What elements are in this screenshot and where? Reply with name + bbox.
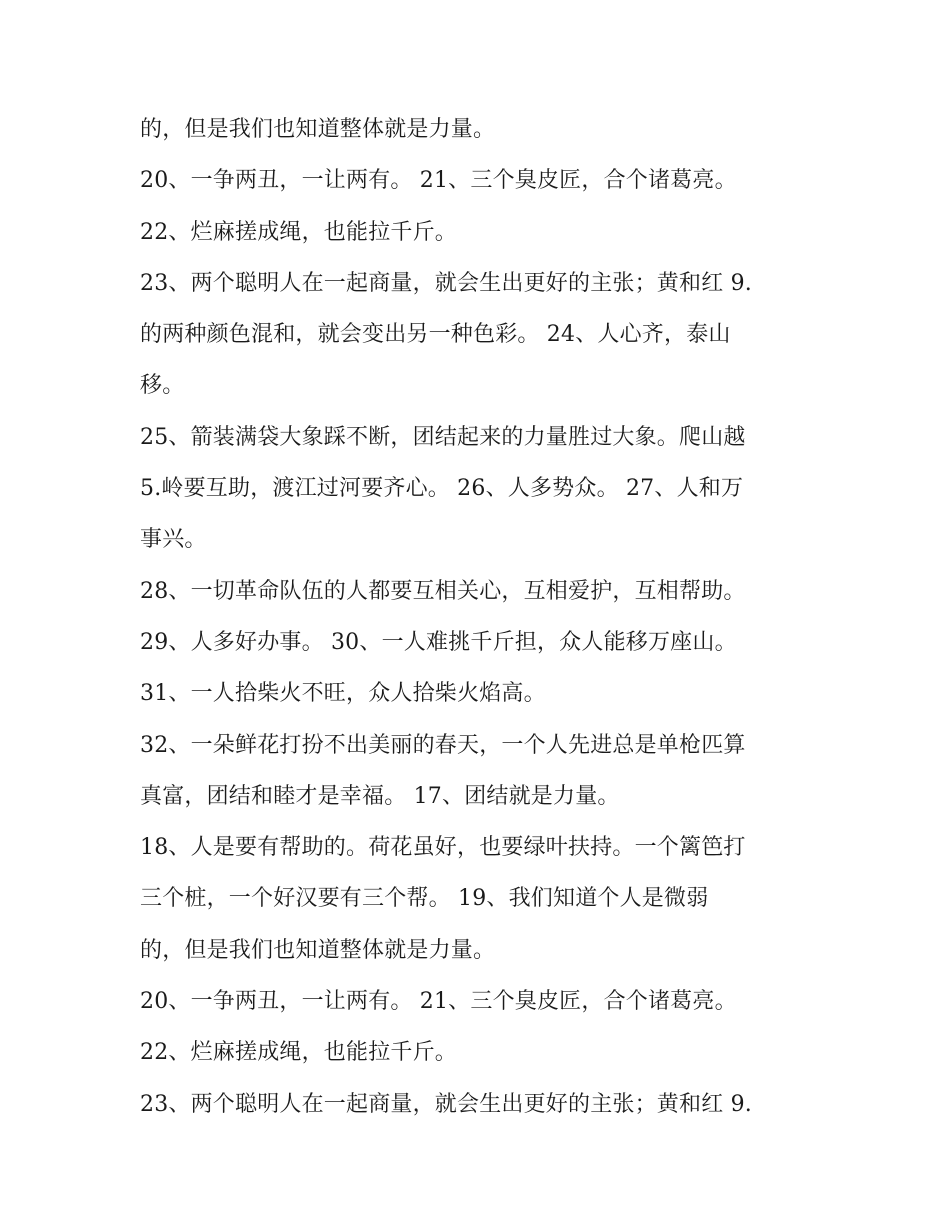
text-line: 5.岭要互助，渡江过河要齐心。 26、人多势众。 27、人和万	[140, 476, 744, 502]
text-line: 25、箭装满袋大象踩不断，团结起来的力量胜过大象。爬山越	[140, 424, 746, 450]
text-line: 29、人多好办事。 30、一人难挑千斤担，众人能移万座山。	[140, 629, 737, 655]
text-line: 28、一切革命队伍的人都要互相关心，互相爱护，互相帮助。	[140, 578, 746, 604]
text-line: 22、烂麻搓成绳，也能拉千斤。	[140, 1040, 457, 1066]
text-line: 真富，团结和睦才是幸福。 17、团结就是力量。	[140, 783, 620, 809]
text-line: 22、烂麻搓成绳，也能拉千斤。	[140, 219, 457, 245]
text-line: 事兴。	[140, 527, 207, 553]
text-line: 的两种颜色混和，就会变出另一种色彩。 24、人心齐，泰山	[140, 322, 731, 348]
text-line: 18、人是要有帮助的。荷花虽好，也要绿叶扶持。一个篱笆打	[140, 835, 746, 861]
document-body	[140, 104, 820, 1130]
text-line: 20、一争两丑，一让两有。 21、三个臭皮匠，合个诸葛亮。	[140, 989, 737, 1015]
text-line: 三个桩，一个好汉要有三个帮。 19、我们知道个人是微弱	[140, 886, 709, 912]
text-line: 20、一争两丑，一让两有。 21、三个臭皮匠，合个诸葛亮。	[140, 168, 737, 194]
text-line: 31、一人拾柴火不旺，众人拾柴火焰高。	[140, 681, 546, 707]
text-line: 32、一朵鲜花打扮不出美丽的春天，一个人先进总是单枪匹算	[140, 732, 746, 758]
text-line: 23、两个聪明人在一起商量，就会生出更好的主张；黄和红 9.	[140, 1091, 752, 1117]
text-line: 的，但是我们也知道整体就是力量。	[140, 937, 496, 963]
text-line: 的，但是我们也知道整体就是力量。	[140, 117, 496, 142]
text-line: 移。	[140, 373, 185, 399]
text-line: 23、两个聪明人在一起商量，就会生出更好的主张；黄和红 9.	[140, 270, 752, 296]
